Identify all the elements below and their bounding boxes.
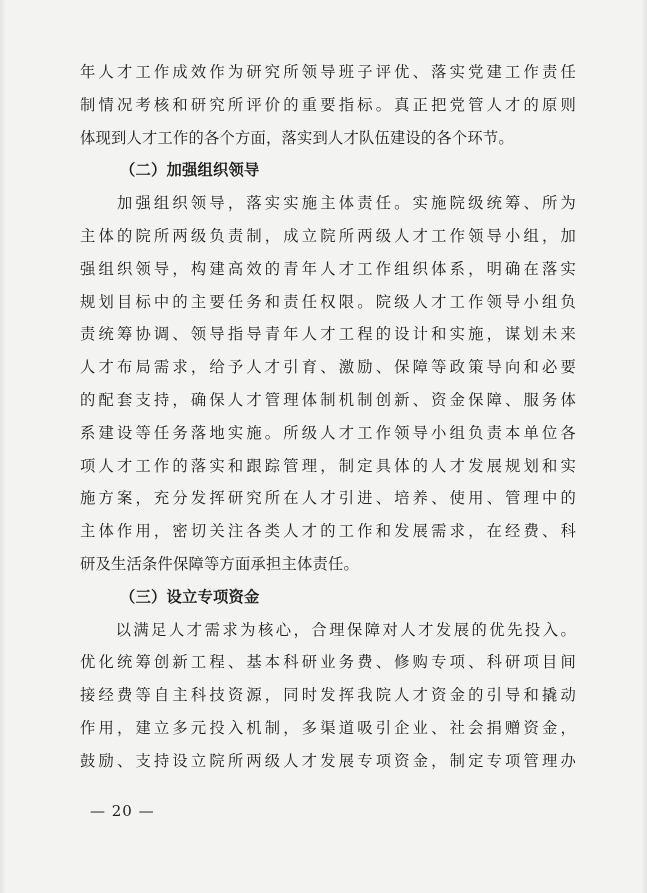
paragraph-line: 年人才工作成效作为研究所领导班子评优、落实党建工作责任 [80, 63, 576, 81]
paragraph-line: 主体作用，密切关注各类人才的工作和发展需求，在经费、科 [80, 522, 576, 541]
paragraph-line: 施方案，充分发挥研究所在人才引进、培养、使用、管理中的 [80, 489, 576, 508]
paragraph-line: 体现到人才工作的各个方面，落实到人才队伍建设的各个环节。 [80, 128, 514, 147]
paragraph-line: 接经费等自主科技资源，同时发挥我院人才资金的引导和撬动 [80, 686, 576, 705]
paragraph-line: 项人才工作的落实和跟踪管理，制定具体的人才发展规划和实 [80, 456, 576, 475]
paragraph-line: 系建设等任务落地实施。所级人才工作领导小组负责本单位各 [80, 423, 576, 442]
paragraph-line: 人才布局需求，给予人才引育、激励、保障等政策导向和必要 [80, 358, 576, 377]
paragraph-line: 加强组织领导，落实实施主体责任。实施院级统筹、所为 [80, 194, 576, 213]
page-edge-shadow [0, 0, 6, 893]
page-number: — 20 — [90, 802, 155, 820]
section-heading: （三）设立专项资金 [120, 587, 260, 606]
paragraph-line: 鼓励、支持设立院所两级人才发展专项资金，制定专项管理办 [80, 751, 576, 770]
paragraph-line: 优化统筹创新工程、基本科研业务费、修购专项、科研项目间 [80, 653, 576, 672]
paragraph-line: 规划目标中的主要任务和责任权限。院级人才工作领导小组负 [80, 292, 576, 311]
paragraph-line: 的配套支持，确保人才管理体制机制创新、资金保障、服务体 [80, 390, 576, 409]
paragraph-line: 责统筹协调、领导指导青年人才工程的设计和实施，谋划未来 [80, 325, 576, 344]
paragraph-line: 以满足人才需求为核心，合理保障对人才发展的优先投入。 [80, 620, 576, 639]
section-heading: （二）加强组织领导 [120, 161, 260, 180]
page-edge-shadow [641, 0, 647, 893]
paragraph-line: 主体的院所两级负责制，成立院所两级人才工作领导小组，加 [80, 226, 576, 245]
paragraph-line: 强组织领导，构建高效的青年人才工作组织体系，明确在落实 [80, 259, 576, 278]
paragraph-line: 作用，建立多元投入机制，多渠道吸引企业、社会捐赠资金， [80, 718, 576, 737]
paragraph-line: 制情况考核和研究所评价的重要指标。真正把党管人才的原则 [80, 95, 576, 114]
document-body [80, 56, 576, 778]
paragraph-line: 研及生活条件保障等方面承担主体责任。 [80, 554, 359, 573]
